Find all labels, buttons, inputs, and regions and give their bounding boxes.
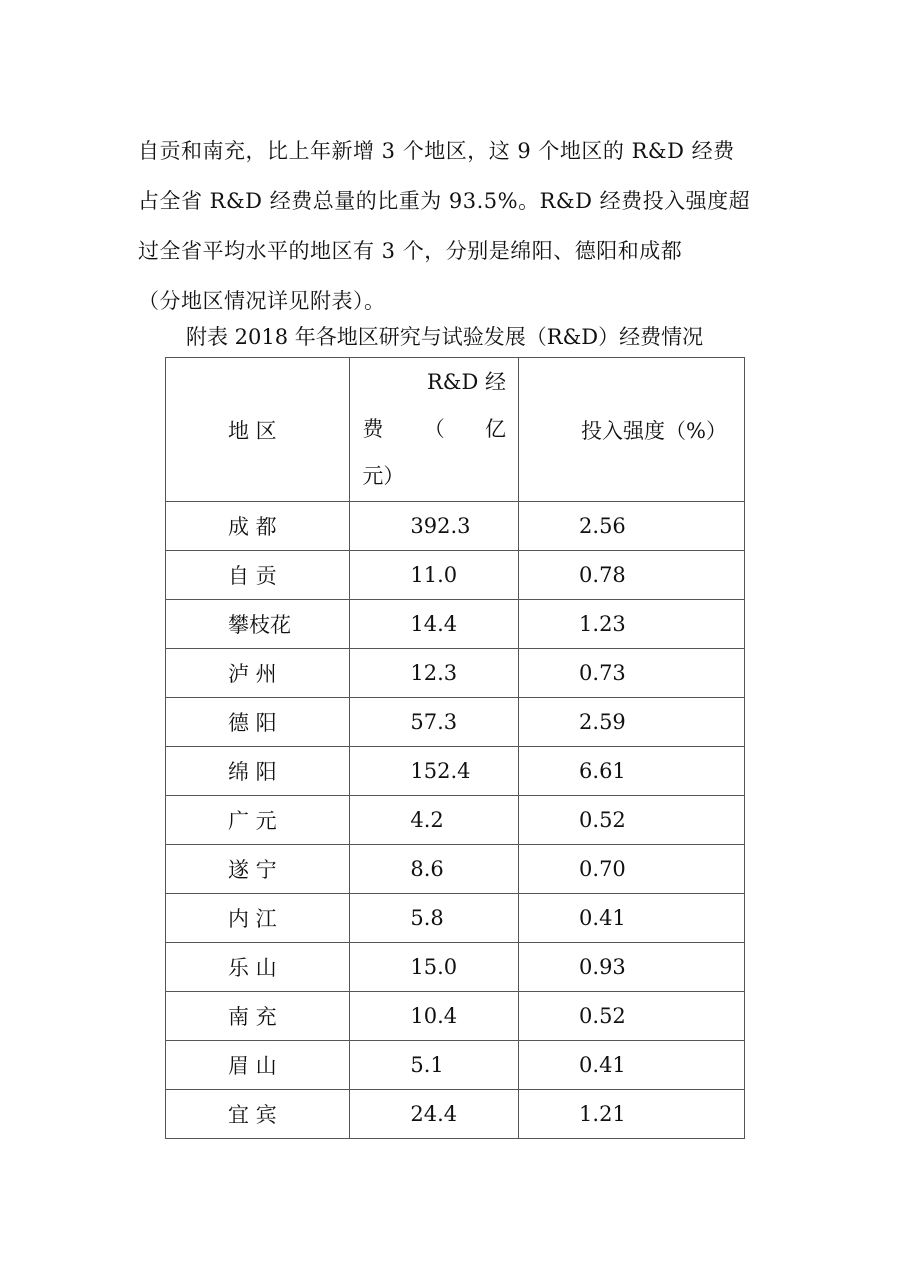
funding-cell: 5.1 bbox=[350, 1041, 519, 1090]
funding-cell: 57.3 bbox=[350, 698, 519, 747]
table-row bbox=[166, 992, 745, 1041]
intensity-cell: 2.59 bbox=[519, 698, 745, 747]
funding-cell: 5.8 bbox=[350, 894, 519, 943]
region-cell: 乐 山 bbox=[166, 943, 350, 992]
intensity-cell: 0.41 bbox=[519, 894, 745, 943]
region-cell: 攀枝花 bbox=[166, 600, 350, 649]
intensity-cell: 6.61 bbox=[519, 747, 745, 796]
table-row bbox=[166, 1090, 745, 1139]
region-cell: 宜 宾 bbox=[166, 1090, 350, 1139]
funding-cell: 24.4 bbox=[350, 1090, 519, 1139]
intensity-cell: 0.70 bbox=[519, 845, 745, 894]
header-funding-line3: 元） bbox=[362, 464, 405, 488]
intensity-cell: 1.23 bbox=[519, 600, 745, 649]
table-row bbox=[166, 698, 745, 747]
region-cell: 广 元 bbox=[166, 796, 350, 845]
intensity-cell: 0.41 bbox=[519, 1041, 745, 1090]
table-row bbox=[166, 943, 745, 992]
paragraph-line: （分地区情况详见附表）。 bbox=[138, 289, 386, 313]
region-cell: 自 贡 bbox=[166, 551, 350, 600]
table-row bbox=[166, 502, 745, 551]
intensity-cell: 1.21 bbox=[519, 1090, 745, 1139]
intensity-cell: 0.78 bbox=[519, 551, 745, 600]
funding-cell: 4.2 bbox=[350, 796, 519, 845]
region-cell: 遂 宁 bbox=[166, 845, 350, 894]
paragraph-line: 自贡和南充，比上年新增 3 个地区，这 9 个地区的 R&D 经费 bbox=[138, 139, 735, 163]
region-cell: 成 都 bbox=[166, 502, 350, 551]
table-row bbox=[166, 600, 745, 649]
funding-cell: 12.3 bbox=[350, 649, 519, 698]
intensity-cell: 0.73 bbox=[519, 649, 745, 698]
body-paragraph bbox=[138, 126, 778, 326]
header-intensity: 投入强度（%） bbox=[519, 358, 745, 502]
table-row bbox=[166, 845, 745, 894]
table-row bbox=[166, 796, 745, 845]
table-row bbox=[166, 1041, 745, 1090]
header-funding-line1: R&D 经 bbox=[427, 370, 507, 394]
header-funding-line2: 费 （ 亿 bbox=[362, 417, 507, 441]
region-cell: 德 阳 bbox=[166, 698, 350, 747]
intensity-cell: 0.93 bbox=[519, 943, 745, 992]
table-header-row bbox=[166, 358, 745, 502]
funding-cell: 8.6 bbox=[350, 845, 519, 894]
table-row bbox=[166, 894, 745, 943]
intensity-cell: 0.52 bbox=[519, 796, 745, 845]
table-caption: 附表 2018 年各地区研究与试验发展（R&D）经费情况 bbox=[186, 325, 704, 349]
region-cell: 泸 州 bbox=[166, 649, 350, 698]
intensity-cell: 2.56 bbox=[519, 502, 745, 551]
funding-cell: 15.0 bbox=[350, 943, 519, 992]
header-funding bbox=[350, 358, 519, 502]
region-cell: 内 江 bbox=[166, 894, 350, 943]
funding-cell: 11.0 bbox=[350, 551, 519, 600]
header-region: 地 区 bbox=[166, 358, 350, 502]
funding-cell: 10.4 bbox=[350, 992, 519, 1041]
intensity-cell: 0.52 bbox=[519, 992, 745, 1041]
funding-cell: 392.3 bbox=[350, 502, 519, 551]
rd-funding-table bbox=[165, 357, 745, 1139]
region-cell: 眉 山 bbox=[166, 1041, 350, 1090]
funding-cell: 152.4 bbox=[350, 747, 519, 796]
table-body bbox=[166, 502, 745, 1139]
table-row bbox=[166, 551, 745, 600]
paragraph-line: 过全省平均水平的地区有 3 个，分别是绵阳、德阳和成都 bbox=[138, 239, 683, 263]
region-cell: 南 充 bbox=[166, 992, 350, 1041]
funding-cell: 14.4 bbox=[350, 600, 519, 649]
region-cell: 绵 阳 bbox=[166, 747, 350, 796]
paragraph-line: 占全省 R&D 经费总量的比重为 93.5%。R&D 经费投入强度超 bbox=[138, 189, 751, 213]
table-row bbox=[166, 649, 745, 698]
table-row bbox=[166, 747, 745, 796]
